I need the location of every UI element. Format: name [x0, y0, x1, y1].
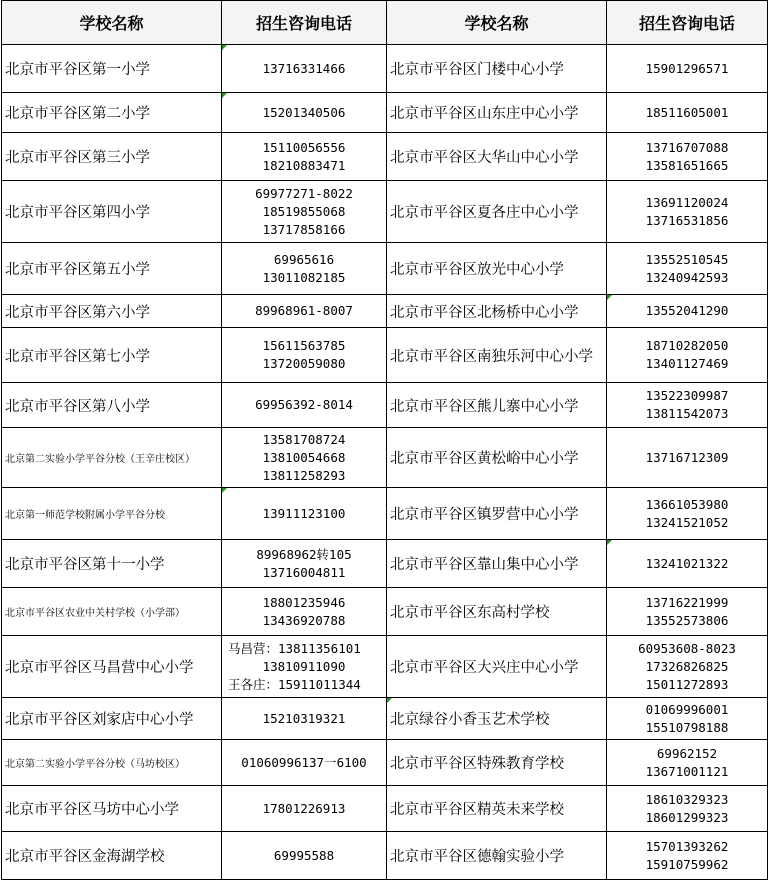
table-row — [2, 698, 768, 740]
table-row — [2, 383, 768, 428]
phone-cell-right — [607, 133, 768, 181]
school-name-left: 北京市平谷区第四小学 — [2, 181, 222, 243]
phone-number: 15901296571 — [645, 60, 729, 76]
phone-cell-left — [222, 93, 387, 133]
phone-cell-left — [222, 636, 387, 698]
phone-cell-right — [607, 45, 768, 93]
header-school-name-right: 学校名称 — [387, 1, 607, 45]
phone-number: 18601299323 — [645, 809, 729, 825]
phone-number: 15110056556 — [262, 139, 346, 155]
phone-number: 13716531856 — [645, 212, 729, 228]
school-name-left: 北京第二实验小学平谷分校（王辛庄校区） — [2, 428, 222, 488]
phone-number: 15701393262 — [645, 838, 729, 854]
phone-number: 69956392-8014 — [255, 397, 353, 412]
school-name-left: 北京市平谷区第二小学 — [2, 93, 222, 133]
phone-number: 15210319321 — [262, 710, 346, 726]
table-row — [2, 786, 768, 832]
phone-number: 01069996001 — [645, 701, 729, 717]
school-name-right: 北京市平谷区大兴庄中心小学 — [387, 636, 607, 698]
phone-cell-left — [222, 383, 387, 428]
table-row — [2, 488, 768, 540]
school-name-right: 北京市平谷区特殊教育学校 — [387, 740, 607, 786]
phone-number: 13811258293 — [262, 467, 346, 483]
phone-number: 69965616 — [273, 251, 335, 267]
phone-number: 13717858166 — [262, 221, 346, 237]
phone-cell-left — [222, 133, 387, 181]
phone-number: 17801226913 — [262, 800, 346, 816]
school-name-left: 北京市平谷区第六小学 — [2, 295, 222, 328]
school-name-right: 北京市平谷区靠山集中心小学 — [387, 540, 607, 588]
phone-number: 13552041290 — [645, 303, 729, 318]
phone-number: 13552573806 — [645, 612, 729, 628]
phone-cell-right — [607, 588, 768, 636]
phone-number: 89968961-8007 — [255, 303, 353, 318]
phone-cell-right — [607, 243, 768, 295]
phone-number: 13716221999 — [645, 594, 729, 610]
phone-number: 13691120024 — [645, 194, 729, 210]
phone-cell-right — [607, 786, 768, 832]
phone-cell-right — [607, 636, 768, 698]
school-name-left: 北京市平谷区马昌营中心小学 — [2, 636, 222, 698]
table-row — [2, 181, 768, 243]
phone-number: 18801235946 — [262, 594, 346, 610]
school-name-right: 北京市平谷区东高村学校 — [387, 588, 607, 636]
table-row — [2, 243, 768, 295]
phone-number: 15910759962 — [645, 856, 729, 872]
phone-cell-left — [222, 588, 387, 636]
phone-number: 13720059080 — [262, 356, 346, 371]
phone-number: 18210883471 — [262, 157, 346, 173]
table-row — [2, 93, 768, 133]
phone-number: 13716707088 — [645, 139, 729, 155]
table-row — [2, 540, 768, 588]
phone-cell-left — [222, 328, 387, 383]
school-name-right: 北京市平谷区门楼中心小学 — [387, 45, 607, 93]
phone-number: 王各庄：15911011344 — [228, 676, 361, 692]
phone-number: 13552510545 — [645, 251, 729, 267]
phone-number: 13522309987 — [645, 388, 729, 403]
header-phone-right: 招生咨询电话 — [607, 1, 768, 45]
phone-number: 18710282050 — [645, 338, 729, 353]
phone-number: 18610329323 — [645, 791, 729, 807]
header-phone-left: 招生咨询电话 — [222, 1, 387, 45]
phone-number: 60953608-8023 — [638, 640, 736, 656]
table-row — [2, 45, 768, 93]
phone-cell-left — [222, 488, 387, 540]
phone-cell-left — [222, 295, 387, 328]
phone-cell-left — [222, 45, 387, 93]
phone-number: 69977271-8022 — [255, 185, 353, 201]
phone-cell-right — [607, 181, 768, 243]
table-row — [2, 588, 768, 636]
phone-number: 13671001121 — [645, 763, 729, 779]
school-name-right: 北京市平谷区镇罗营中心小学 — [387, 488, 607, 540]
phone-cell-right — [607, 832, 768, 880]
phone-cell-left — [222, 740, 387, 786]
phone-number: 15011272893 — [645, 676, 729, 692]
school-name-right: 北京绿谷小香玉艺术学校 — [387, 698, 607, 740]
phone-number: 13581708724 — [262, 431, 346, 447]
phone-number: 13716004811 — [262, 564, 346, 580]
phone-cell-right — [607, 328, 768, 383]
school-name-left: 北京市平谷区第七小学 — [2, 328, 222, 383]
school-name-left: 北京市平谷区农业中关村学校（小学部） — [2, 588, 222, 636]
table-row — [2, 740, 768, 786]
phone-cell-left — [222, 243, 387, 295]
school-name-left: 北京市平谷区第五小学 — [2, 243, 222, 295]
phone-cell-left — [222, 786, 387, 832]
phone-cell-left — [222, 428, 387, 488]
school-name-left: 北京市平谷区刘家店中心小学 — [2, 698, 222, 740]
phone-number: 18519855068 — [262, 203, 346, 219]
school-name-right: 北京市平谷区精英未来学校 — [387, 786, 607, 832]
phone-cell-right — [607, 740, 768, 786]
school-name-left: 北京市平谷区马坊中心小学 — [2, 786, 222, 832]
phone-number: 13011082185 — [262, 269, 346, 285]
school-name-left: 北京市平谷区第十一小学 — [2, 540, 222, 588]
phone-cell-right — [607, 698, 768, 740]
phone-number: 13241521052 — [645, 514, 729, 530]
phone-number: 13716712309 — [645, 449, 729, 465]
phone-number: 13811542073 — [645, 406, 729, 421]
phone-number: 马昌营：13811356101 — [228, 640, 361, 656]
phone-number: 15510798188 — [645, 719, 729, 735]
school-name-right: 北京市平谷区南独乐河中心小学 — [387, 328, 607, 383]
phone-number: 15201340506 — [262, 104, 346, 120]
phone-number: 18511605001 — [645, 104, 729, 120]
phone-number: 13661053980 — [645, 496, 729, 512]
phone-number: 13581651665 — [645, 157, 729, 173]
phone-number: 13911123100 — [262, 505, 346, 521]
school-name-right: 北京市平谷区放光中心小学 — [387, 243, 607, 295]
school-name-left: 北京第一师范学校附属小学平谷分校 — [2, 488, 222, 540]
school-name-left: 北京市平谷区金海湖学校 — [2, 832, 222, 880]
phone-cell-right — [607, 540, 768, 588]
school-name-left: 北京市平谷区第三小学 — [2, 133, 222, 181]
table-row — [2, 636, 768, 698]
phone-number: 13401127469 — [645, 356, 729, 371]
phone-number: 13810054668 — [262, 449, 346, 465]
phone-cell-right — [607, 488, 768, 540]
phone-number: 89968962转105 — [256, 546, 352, 562]
phone-number: 13810911090 — [262, 658, 346, 674]
phone-cell-right — [607, 428, 768, 488]
school-name-right: 北京市平谷区德翰实验小学 — [387, 832, 607, 880]
phone-number: 69962152 — [656, 745, 718, 761]
header-row — [2, 1, 768, 45]
header-school-name-left: 学校名称 — [2, 1, 222, 45]
table-row — [2, 295, 768, 328]
school-name-left: 北京市平谷区第一小学 — [2, 45, 222, 93]
phone-cell-right — [607, 93, 768, 133]
school-name-left: 北京第二实验小学平谷分校（马坊校区） — [2, 740, 222, 786]
phone-number: 15611563785 — [262, 338, 346, 353]
phone-number: 13436920788 — [262, 612, 346, 628]
school-name-right: 北京市平谷区黄松峪中心小学 — [387, 428, 607, 488]
phone-number: 69995588 — [273, 847, 335, 863]
phone-number: 17326826825 — [645, 658, 729, 674]
school-name-right: 北京市平谷区夏各庄中心小学 — [387, 181, 607, 243]
phone-cell-right — [607, 295, 768, 328]
table-row — [2, 328, 768, 383]
phone-number: 13240942593 — [645, 269, 729, 285]
school-name-left: 北京市平谷区第八小学 — [2, 383, 222, 428]
table-row — [2, 133, 768, 181]
phone-number: 13716331466 — [262, 60, 346, 76]
phone-cell-right — [607, 383, 768, 428]
table-row — [2, 832, 768, 880]
phone-number: 13241021322 — [645, 555, 729, 571]
school-name-right: 北京市平谷区熊儿寨中心小学 — [387, 383, 607, 428]
phone-cell-left — [222, 698, 387, 740]
phone-cell-left — [222, 832, 387, 880]
phone-number: 01060996137一6100 — [241, 754, 367, 770]
school-name-right: 北京市平谷区山东庄中心小学 — [387, 93, 607, 133]
table-row — [2, 428, 768, 488]
phone-cell-left — [222, 181, 387, 243]
phone-cell-left — [222, 540, 387, 588]
enrollment-phone-table — [1, 0, 768, 880]
school-name-right: 北京市平谷区北杨桥中心小学 — [387, 295, 607, 328]
school-name-right: 北京市平谷区大华山中心小学 — [387, 133, 607, 181]
table-body — [2, 45, 768, 880]
